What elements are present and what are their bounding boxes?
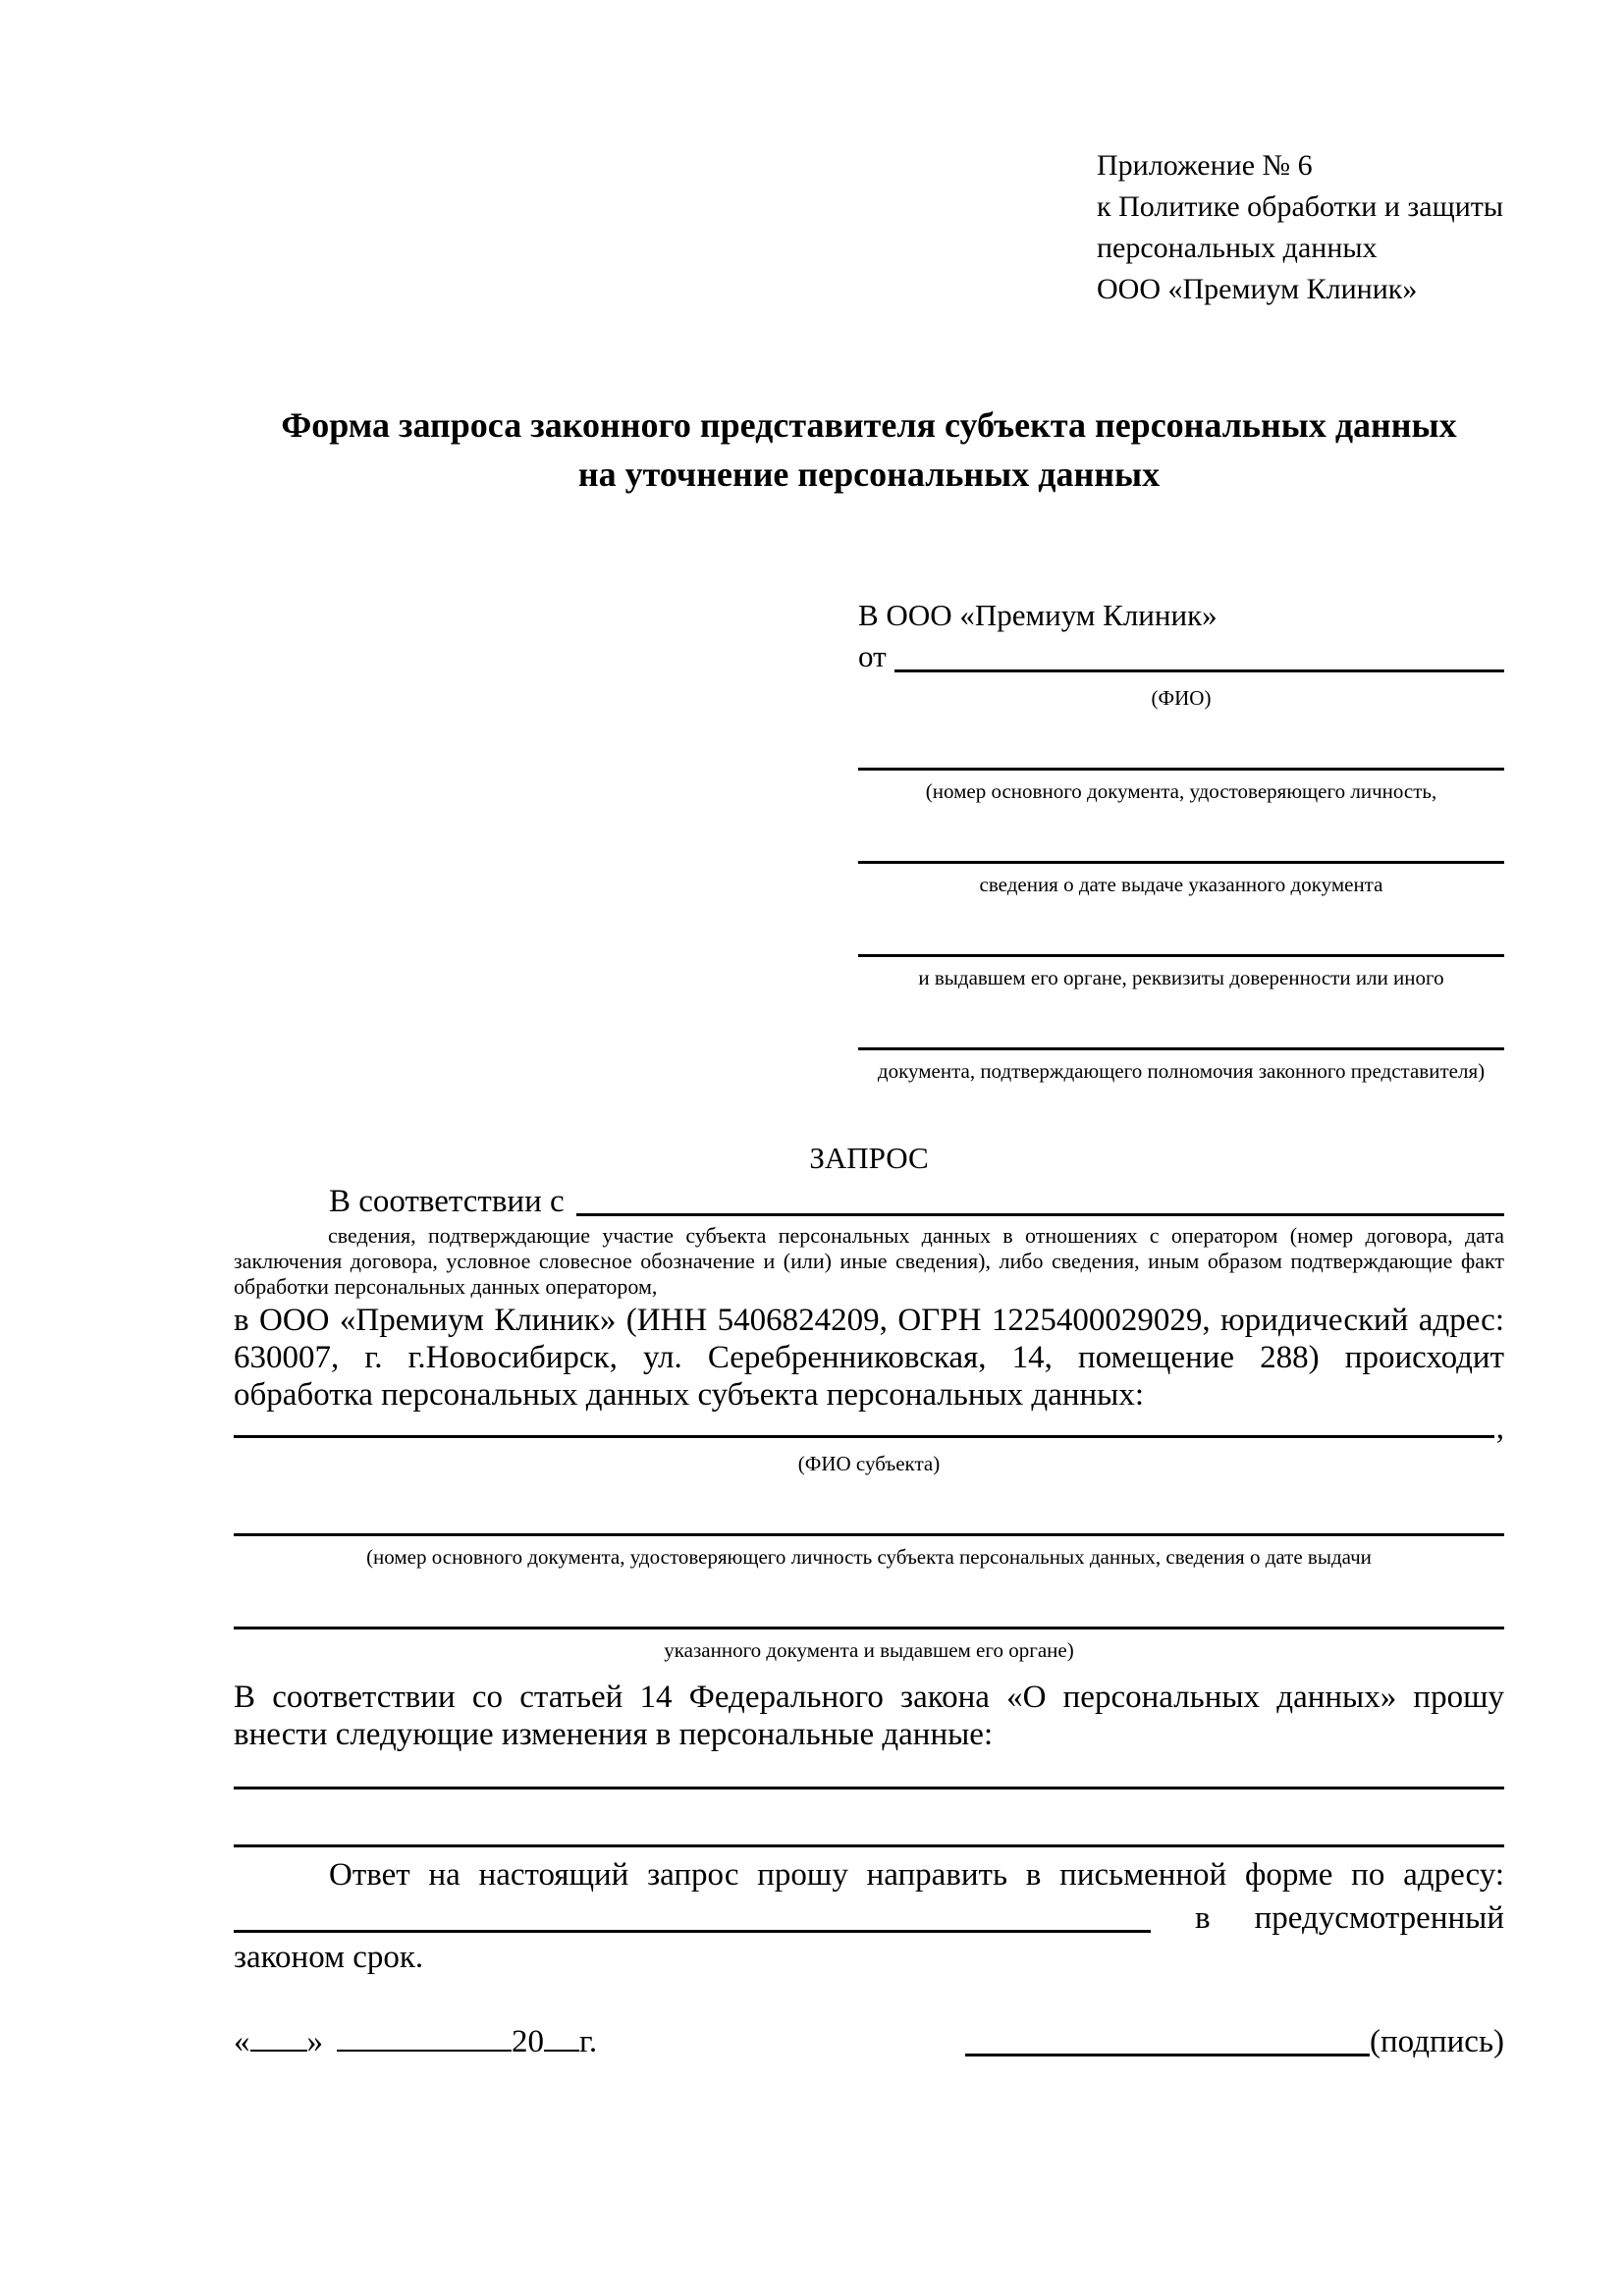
answer-paragraph — [234, 1855, 1504, 1977]
address-blank-line[interactable] — [234, 1930, 1151, 1933]
year-prefix: 20 — [512, 2024, 544, 2059]
subject-doc-caption: указанного документа и выдавшем его органе) — [664, 1638, 1074, 1662]
form-title — [234, 400, 1504, 499]
subject-fio-row — [234, 1411, 1504, 1446]
subject-doc-caption: (номер основного документа, удостоверяющего личность субъекта персональных данных, сведения о дате выдачи — [366, 1545, 1372, 1569]
representative-doc-blank-line[interactable] — [858, 744, 1504, 771]
accordance-label: В соответствии с — [329, 1184, 565, 1219]
law-paragraph-line: внести следующие изменения в персональные данные: — [234, 1717, 994, 1752]
law-paragraph-line: В соответствии со статьей 14 Федерального закона «О персональных данных» прошу — [234, 1680, 1504, 1715]
blank-caption: и выдавшем его органе, реквизиты доверенности или иного — [918, 966, 1444, 989]
year-blank[interactable] — [544, 2050, 579, 2052]
operator-paragraph-line: обработка персональных данных субъекта персональных данных: — [234, 1377, 1144, 1413]
operator-paragraph-line: 630007, г. г.Новосибирск, ул. Серебренниковская, 14, помещение 288) происходит — [234, 1340, 1504, 1375]
accordance-note — [234, 1223, 1504, 1300]
answer-paragraph-line: Ответ на настоящий запрос прошу направить в письменной форме по адресу: — [329, 1857, 1504, 1893]
appendix-line: Приложение № 6 — [1097, 149, 1313, 182]
changes-blank-line[interactable] — [234, 1817, 1504, 1847]
month-blank[interactable] — [337, 2050, 512, 2052]
representative-doc-blank-line[interactable] — [858, 837, 1504, 864]
representative-fio-blank-line[interactable] — [894, 669, 1504, 672]
footer-row — [234, 2022, 1504, 2061]
operator-paragraph — [234, 1302, 1504, 1414]
addressee-block — [858, 595, 1504, 1084]
appendix-line: персональных данных — [1097, 232, 1378, 264]
date-quote-close: » — [306, 2024, 323, 2059]
accordance-note-line: заключения договора, условное словесное обозначение и (или) иные сведения), либо сведения, иным образом подтверждающие факт — [234, 1249, 1504, 1273]
day-blank[interactable] — [250, 2050, 307, 2052]
from-row — [858, 636, 1504, 677]
subject-fio-blank-line[interactable] — [234, 1435, 1494, 1438]
date-field — [234, 2022, 597, 2061]
signature-blank-line[interactable] — [965, 2054, 1370, 2056]
subject-doc-blank-line[interactable] — [234, 1510, 1504, 1536]
subject-fio-caption: (ФИО субъекта) — [797, 1452, 941, 1475]
accordance-note-line: обработки персональных данных оператором, — [234, 1274, 658, 1299]
signature-field — [965, 2022, 1504, 2061]
form-title-line: Форма запроса законного представителя субъекта персональных данных — [281, 405, 1457, 445]
answer-address-row — [234, 1895, 1504, 1938]
representative-doc-blank-line[interactable] — [858, 1024, 1504, 1050]
answer-word: предусмотренный — [1254, 1900, 1504, 1936]
appendix-block — [1097, 0, 1504, 310]
changes-blank-line[interactable] — [234, 1769, 1504, 1789]
appendix-line: к Политике обработки и защиты — [1097, 190, 1504, 223]
appendix-line: ООО «Премиум Клиник» — [1097, 273, 1418, 305]
accordance-blank-line[interactable] — [576, 1213, 1504, 1216]
year-suffix: г. — [579, 2024, 598, 2059]
representative-doc-blank-line[interactable] — [858, 931, 1504, 957]
from-label: от — [858, 639, 887, 673]
law-paragraph — [234, 1679, 1504, 1753]
form-title-line: на уточнение персональных данных — [577, 454, 1161, 494]
subject-fio-comma: , — [1495, 1411, 1504, 1446]
subject-doc-blank-line[interactable] — [234, 1603, 1504, 1629]
fio-caption: (ФИО) — [1151, 686, 1212, 710]
accordance-row — [234, 1182, 1504, 1221]
request-heading: ЗАПРОС — [809, 1141, 929, 1175]
answer-paragraph-line: законом срок. — [234, 1940, 424, 1975]
date-quote-open: « — [234, 2024, 250, 2059]
blank-caption: (номер основного документа, удостоверяющего личность, — [925, 779, 1437, 803]
addressee-company: В ООО «Премиум Клиник» — [858, 598, 1218, 632]
accordance-note-line: сведения, подтверждающие участие субъекта персональных данных в отношениях с оператором (номер договора, дата — [328, 1223, 1504, 1248]
signature-caption: (подпись) — [1370, 2024, 1504, 2059]
answer-word: в — [1195, 1900, 1211, 1936]
blank-caption: сведения о дате выдаче указанного документа — [979, 873, 1383, 896]
blank-caption: документа, подтверждающего полномочия законного представителя) — [877, 1059, 1486, 1083]
operator-paragraph-line: в ООО «Премиум Клиник» (ИНН 5406824209, ОГРН 1225400029029, юридический адрес: — [234, 1303, 1504, 1338]
